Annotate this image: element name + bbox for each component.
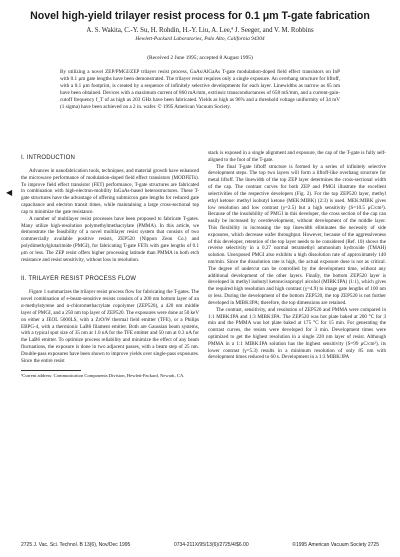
paragraph: Advances in nanofabrication tools, techniques, and material growth have enhanced the microwave performance of modulation-doped field effect transistors (MODFETs). To improve field effect transistor (FET) performance, T-gate structures are fabricated in combination with high-electron-mobility InGaAs-based heterostructures. These T-gate structures have the advantage of offering submicron gate lengths for reduced gate capacitance and electron transit times, while maintaining a large cross-sectional top cap to minimize the gate resistance. (21, 168, 199, 215)
affiliation: Hewlett-Packard Laboratories, Palo Alto, California 94304 (135, 36, 265, 42)
abstract: By utilizing a novel ZEP/PMGI/ZEP trilayer resist process, GaAs/AlGaAs T-gate modulation-doped field effect transistors on InP with 0.1 μm gate lengths have been demonstrated. The trilayer resist requires only a single exposure. An overhang structure for liftoff, with a 0.1 μm footprint, is created by a sequence of infinitely selective developments for each layer. Linewidths as narrow as 65 nm have been obtained. Devices with a maximum current of 860 mA/mm, extrinsic transconductances of 658 mS/mm, and a current-gain-cutoff frequency f_T of as high as 203 GHz have been fabricated. Yields as high as 96% and a threshold voltage uniformity of 34 mV (1 sigma) have been achieved on a 2 in. wafer. © 1995 American Vacuum Society. (60, 69, 340, 111)
footer-copyright: ©1995 American Vacuum Society 2725 (292, 542, 379, 548)
paragraph: Figure 1 summarizes the trilayer resist process flow for fabricating the T-gates. The novel combination of e-beam-sensitive resists consists of a 200 nm bottom layer of an α-methylstyrene and α-chloromethacrylate copolymer (ZEP520), a 420 nm middle layer of PMGI, and a 250 nm top layer of ZEP520. The exposures were done at 50 keV on either a JEOL 5000LS, with a ZrO/W thermal field emitter (TFE), or a Philips EBPG-4, with a thermionic LaB6 filament emitter. Both are Gaussian beam systems, with a typical spot size of 35 nm at 1.0 nA for the TFE emitter and 50 nm at 0.3 nA for the LaB6 emitter. To optimize process reliability and minimize the effect of any beam fluctuations, the exposure is done in two adjacent passes, with a beam step of 25 nm. Double-pass exposures have been shown to improve yields over single-pass exposures. Since the entire resist (21, 289, 200, 364)
paragraph: A number of multilayer resist processes have been proposed to fabricate T-gates. Many utilize high-resolution polymethylmethacrylate (PMMA). In this article, we demonstrate the feasibility of a novel multilayer resist system that consists of two commercially available positive resists, ZEP520 (Nippon Zeon Co.) and polydimethylglutarimide (PMGI), for fabricating T-gate FETs with gate lengths of 0.1 μm or less. The ZEP resist offers higher processing latitude than PMMA in both etch resistance and resist sensitivity, without loss in resolution. (21, 215, 199, 263)
section-heading: I. INTRODUCTION (21, 155, 75, 161)
left-column (21, 150, 199, 379)
margin-arrow-icon: ◀ (6, 188, 13, 197)
paragraph: stack is exposed in a single alignment and exposure, the cap of the T-gate is fully self-aligned to the foot of the T-gate. (208, 150, 386, 163)
footer-code: 0734-211X/95/13(6)/2725/4/$6.00 (173, 542, 249, 548)
paragraph: The contrast, sensitivity, and resolution of ZEP520 and PMMA were compared in 1:1 MIBK:IPA and 1:3 MIBK:IPA. The ZEP520 was hot plate baked at 200 °C for 3 min and the PMMA was hot plate baked at 175 °C for 15 min. For generating the contrast curves, the resists were developed for 3 min. Development times were optimized to get the highest resolution in a single 220 nm layer of resist. Although PMMA in a 1:1 MIBK:IPA solution has the highest sensitivity (S=99 μC/cm²), its lower contrast (γ=5.3) results in a minimum resolution of only 85 nm with development times reduced to 60 s. Development in a 1:3 MIBK:IPA (208, 306, 386, 361)
received-date: (Received 2 June 1995; accepted 8 August 1995) (147, 55, 253, 61)
footnote-divider (21, 370, 81, 371)
page-footer (21, 542, 379, 548)
section-heading: II. TRILAYER RESIST PROCESS FLOW (21, 276, 137, 283)
paragraph: The final T-gate liftoff structure is formed by a series of infinitely selective development steps. The top two layers will form a liftoff-like overhang structure for metal liftoff. The linewidth of the top ZEP layer determines the cross-sectional width of the cap. The contrast curves for both ZEP and PMGI illustrate the excellent selectivities of the respective developers (Fig. 2). For the top ZEP520 layer, methyl ethyl ketone: methyl isobutyl ketone (MEK:MIBK) (2:3) is used. MEK:MIBK gives low resolution and low contrast (γ=2.5) but a high sensitivity (S=10.5 μC/cm²). Because of the insolubility of PMGI in this developer, the cross section of the cap can easily be increased by overdevelopment, without development of the middle layer. This flexibility in increasing the top linewidth eliminates the necessity of side exposures, which decrease wafer throughput. However, because of the aggressiveness of this developer, retention of the top layer needs to be considered (Ref. 10) shows the reverse selectivity in a 0.27 normal tetramethyl ammonium hydroxide (TMAH) solution. Unexposed PMGI also exhibits a high dissolution rate of approximately 140 nm/min. Since the dissolution rate is high, the actual exposure dose is not as critical. The degree of undercut can be controlled by the development time, without any additional development of the other layers. Finally, the bottom ZEP520 layer is developed in methyl isobutyl ketone:isopropyl alcohol (MIBK:IPA) (1:1), which gives the required high resolution and high contrast (γ=4.9) to image gate lengths of 100 nm or less. During the development of the bottom ZEP520, the top ZEP520 is not further developed in MIBK:IPA; therefore, the top dimensions are retained. (208, 163, 386, 306)
footer-journal: 2725 J. Vac. Sci. Technol. B 13(6), Nov/Dec 1995 (21, 542, 131, 548)
right-column (208, 150, 386, 361)
paper-title: Novel high-yield trilayer resist process for 0.1 μm T-gate fabrication (30, 10, 370, 22)
author-list: A. S. Wakita, C.-Y. Su, H. Rohdin, H.-Y. Liu, A. Lee,ª J. Seeger, and V. M. Robbins (86, 27, 314, 34)
footnote: ªCurrent address: Communication Components Division, Hewlett-Packard, Newark, CA. (21, 373, 185, 379)
